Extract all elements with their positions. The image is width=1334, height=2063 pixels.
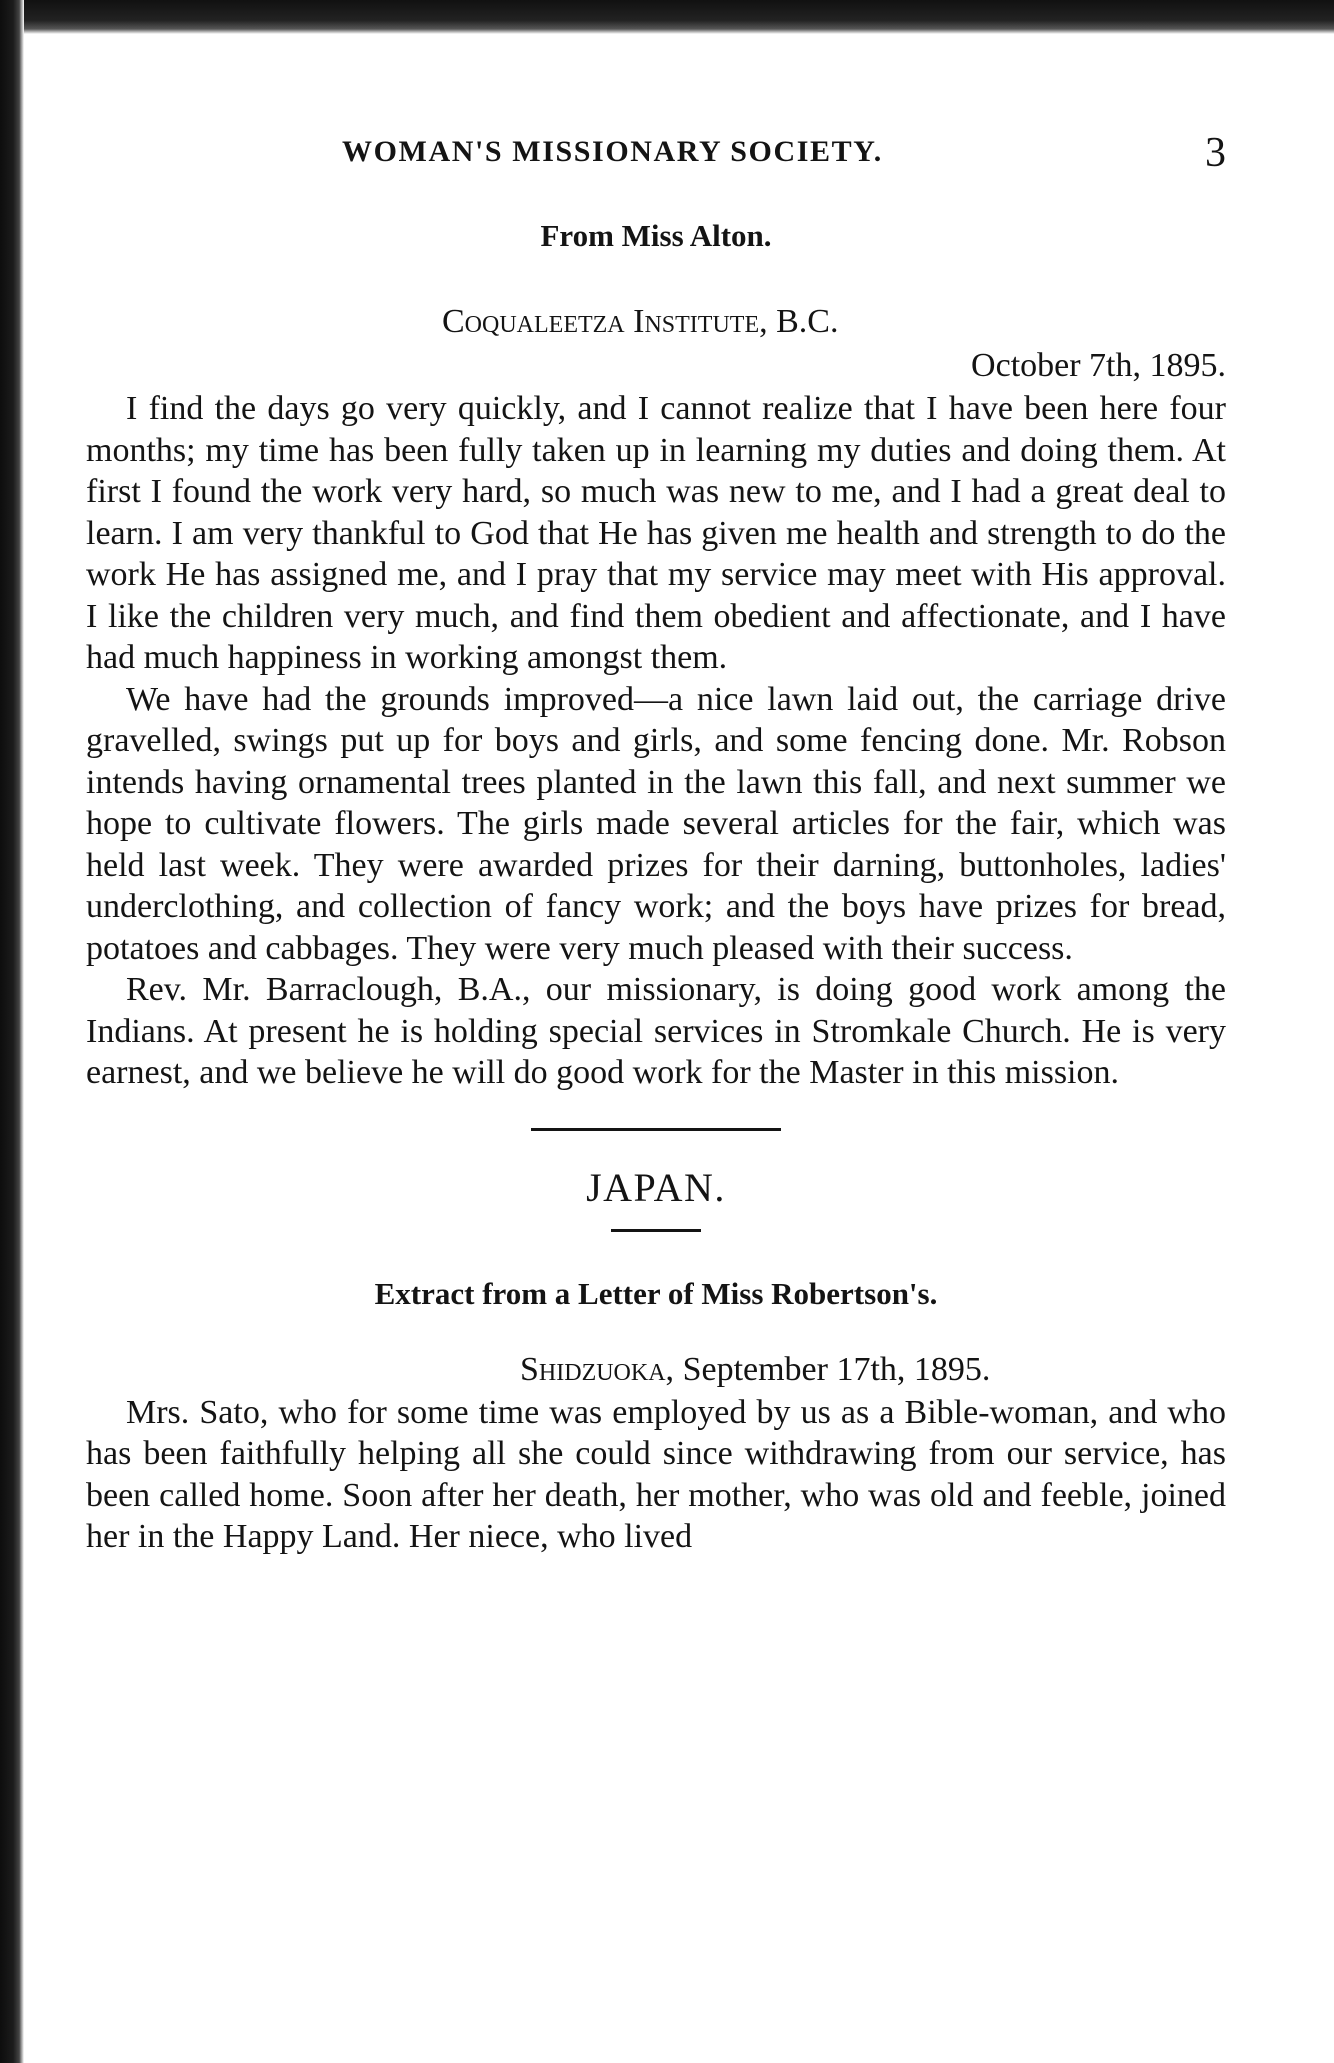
section-title-underline bbox=[611, 1229, 701, 1232]
paragraph: Rev. Mr. Barraclough, B.A., our missionary, is doing good work among the Indians. At present he is holding special services in Stromkale Church. He is very earnest, and we believe he will do good work for the Master in this mission. bbox=[86, 971, 1226, 1091]
page-header bbox=[86, 130, 1226, 185]
scan-border-top bbox=[0, 0, 1334, 34]
letter-date: September 17th, 1895. bbox=[682, 1350, 991, 1388]
letter-place: Coqualeetza Institute, B.C. bbox=[442, 303, 839, 340]
letter-date: October 7th, 1895. bbox=[971, 347, 1226, 384]
page-body bbox=[86, 216, 1226, 1558]
page-number: 3 bbox=[1205, 130, 1226, 176]
scan-border-left bbox=[0, 0, 24, 2063]
paragraph: Mrs. Sato, who for some time was employed by us as a Bible-woman, and who has been faithfully helping all she could since withdrawing from our service, has been called home. Soon after her death, her mother, who was old and feeble, joined her in the Happy Land. Her niece, who lived bbox=[86, 1393, 1226, 1555]
paragraph: We have had the grounds improved—a nice lawn laid out, the carriage drive gravelled, swings put up for boys and girls, and some fencing done. Mr. Robson intends having ornamental trees planted in the lawn this fall, and next summer we hope to cultivate flowers. The girls made several articles for the fair, which was held last week. They were awarded prizes for their darning, buttonholes, ladies' underclothing, and collection of fancy work; and the boys have prizes for bread, potatoes and cabbages. They were very much pleased with their success. bbox=[86, 680, 1226, 967]
section-divider bbox=[531, 1128, 781, 1131]
paragraph: I find the days go very quickly, and I cannot realize that I have been here four months; my time has been fully taken up in learning my duties and doing them. At first I found the work very hard, so much was new to me, and I had a great deal to learn. I am very thankful to God that He has given me health and strength to do the work He has assigned me, and I pray that my service may meet with His approval. I like the children very much, and find them obedient and affectionate, and I have had much happiness in working amongst them. bbox=[86, 390, 1226, 676]
section-title: JAPAN. bbox=[586, 1164, 726, 1210]
letter-place: Shidzuoka, bbox=[520, 1350, 675, 1388]
running-title: WOMAN'S MISSIONARY SOCIETY. bbox=[342, 135, 883, 168]
letter-dateline bbox=[86, 1348, 1226, 1392]
letter-heading: Extract from a Letter of Miss Robertson's. bbox=[374, 1275, 938, 1311]
letter-heading: From Miss Alton. bbox=[540, 218, 772, 253]
